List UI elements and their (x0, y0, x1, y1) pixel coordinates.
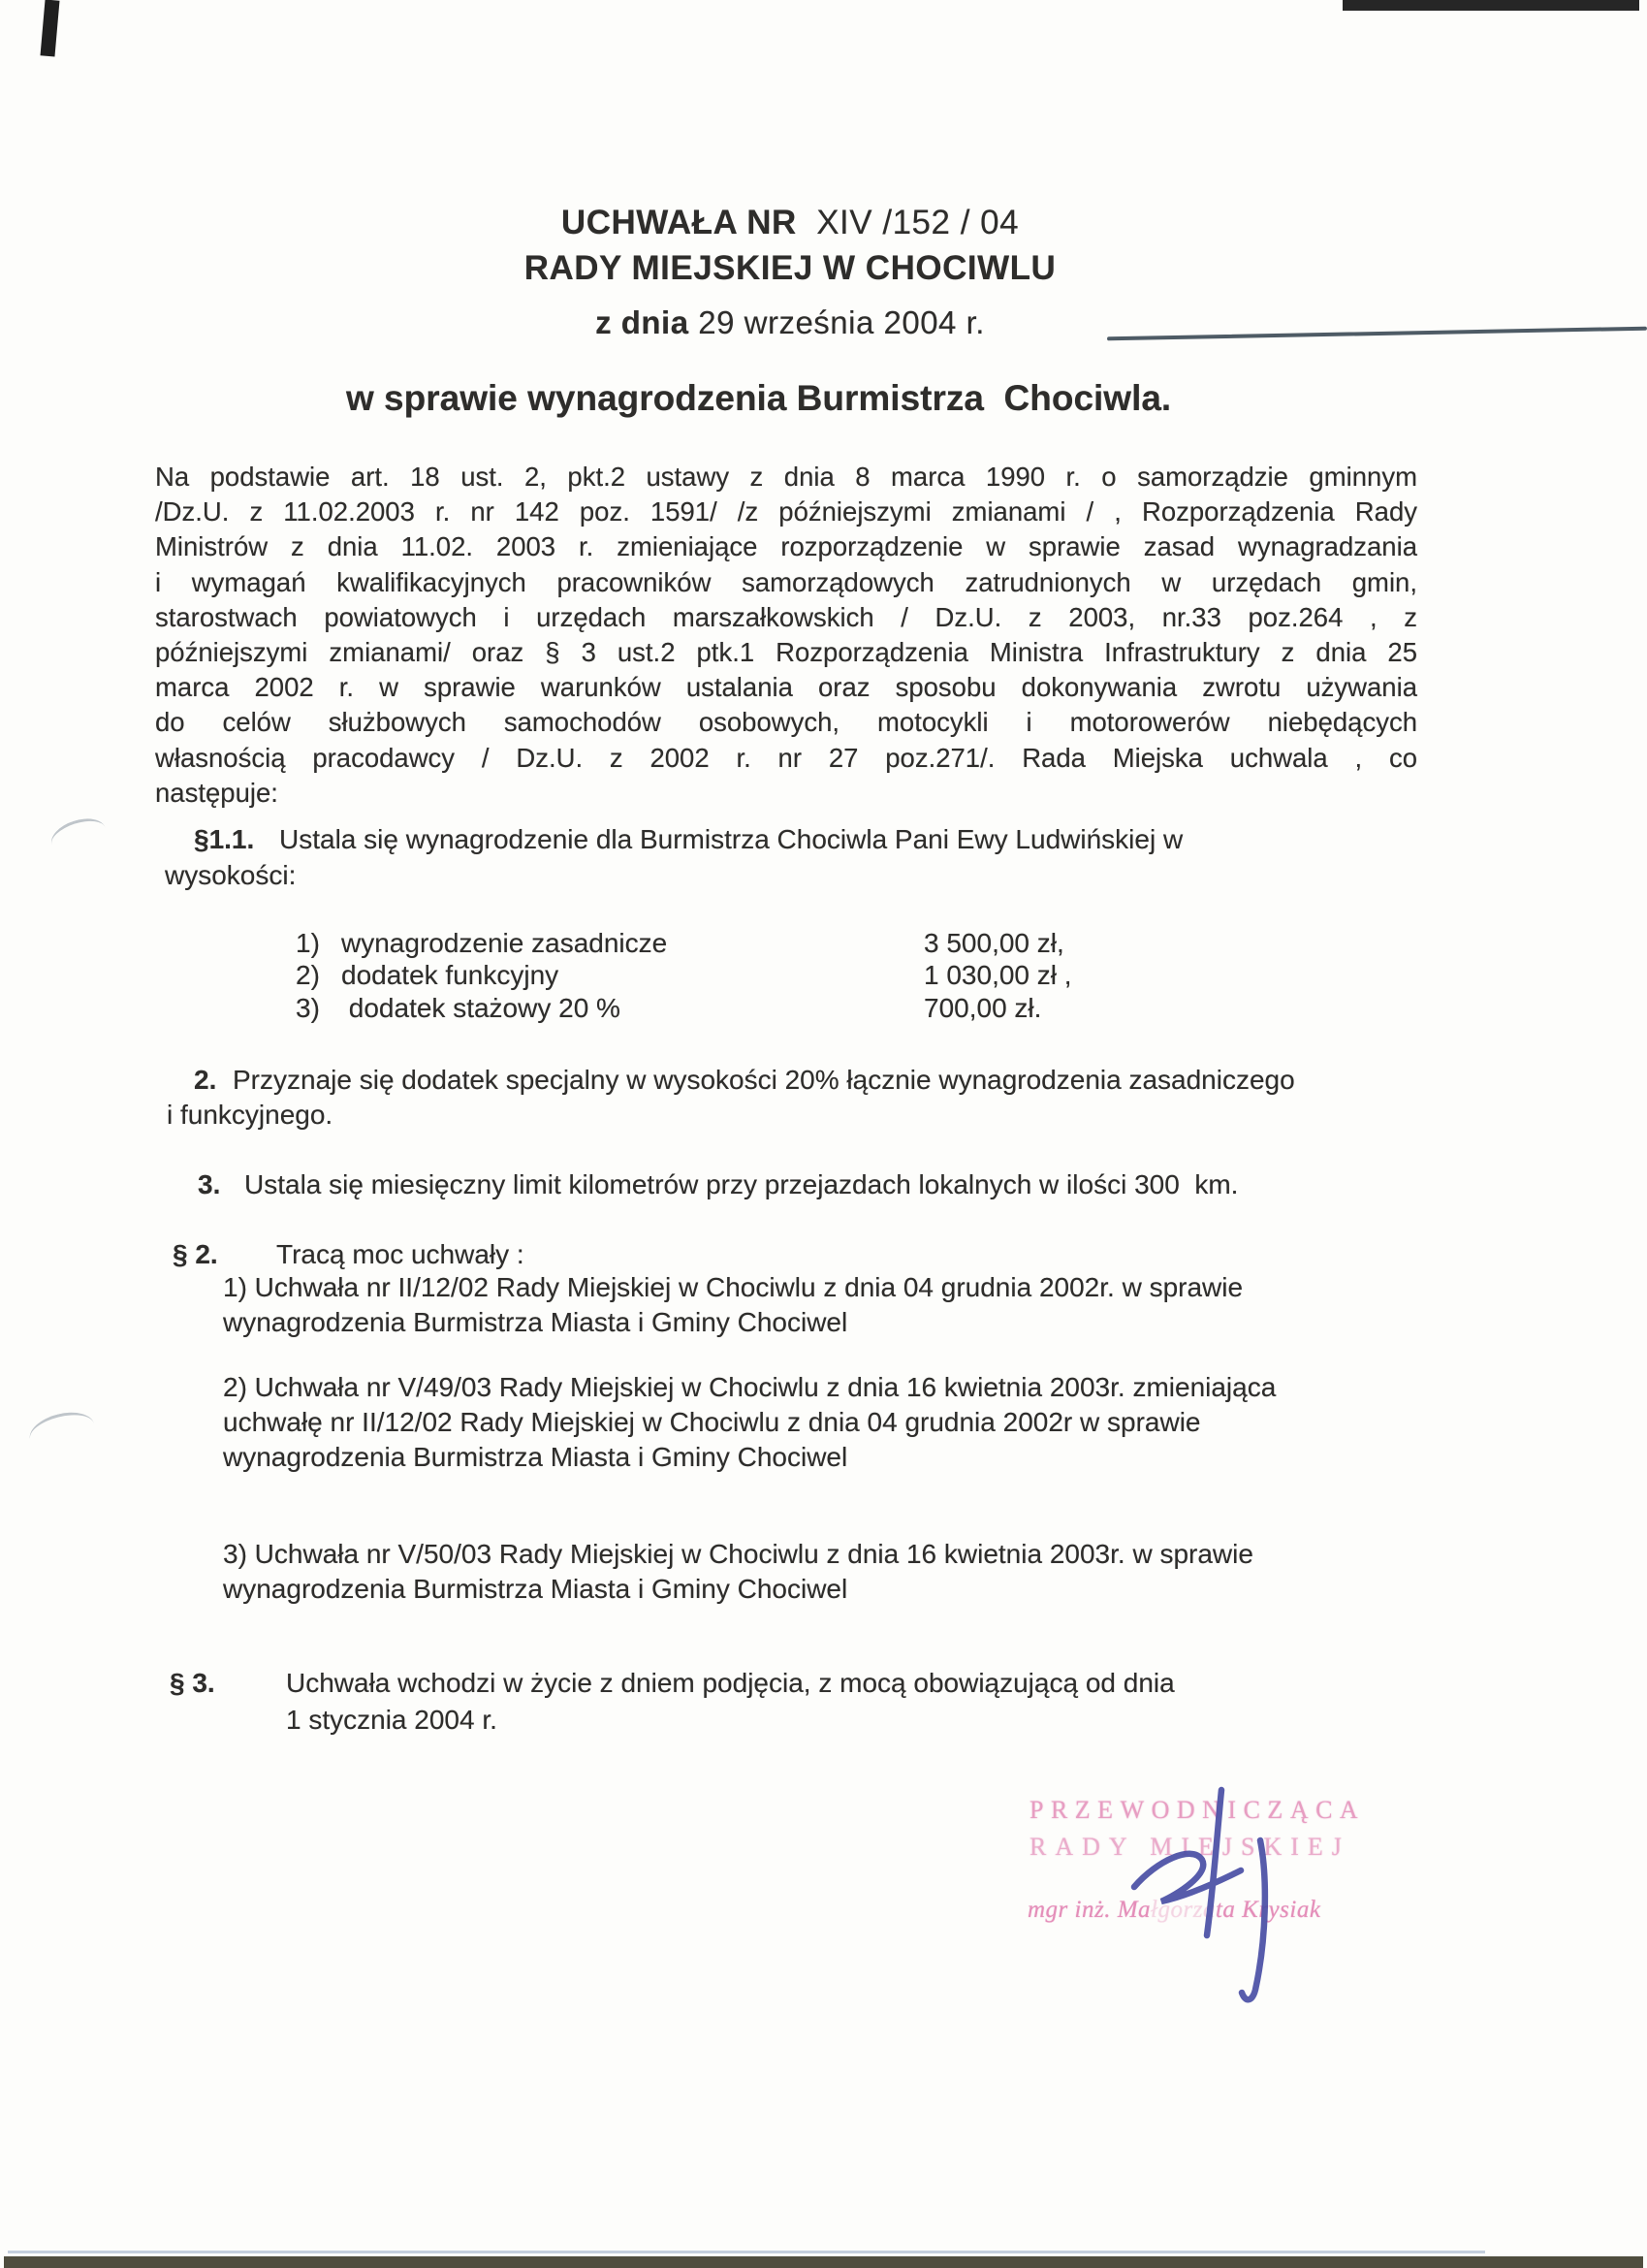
salary-item-label: dodatek funkcyjny (341, 960, 559, 990)
section2-item3-line: 3) Uchwała nr V/50/03 Rady Miejskiej w Chociwlu z dnia 16 kwietnia 2003r. w sprawie (223, 1539, 1253, 1569)
salary-item-number: 1) (296, 928, 320, 958)
subject-heading: w sprawie wynagrodzenia Burmistrza Chociwla. (346, 378, 1172, 418)
section2-item1-line: wynagrodzenia Burmistrza Miasta i Gminy Chociwel (223, 1307, 848, 1337)
preamble-line: własnością pracodawcy / Dz.U. z 2002 r. nr 27 poz.271/. Rada Miejska uchwala , co (155, 742, 1417, 773)
salary-item-label: wynagrodzenie zasadnicze (341, 928, 668, 958)
preamble-line: i wymagań kwalifikacyjnych pracowników samorządowych zatrudnionych w urzędach gmin, (155, 566, 1417, 597)
point2-number: 2. (194, 1065, 217, 1095)
section3-line-2: 1 stycznia 2004 r. (286, 1705, 497, 1735)
title-resolution-number: XIV /152 / 04 (796, 204, 1020, 241)
section2-item2-line: wynagrodzenia Burmistrza Miasta i Gminy Chociwel (223, 1442, 848, 1472)
scan-artifact-top-left-mark (41, 0, 60, 57)
title-date: 29 września 2004 r. (688, 304, 985, 340)
salary-item-value: 3 500,00 zł, (924, 928, 1064, 958)
section3-prefix: § 3. (170, 1668, 215, 1698)
salary-item-value: 1 030,00 zł , (924, 960, 1072, 990)
preamble-line: /Dz.U. z 11.02.2003 r. nr 142 poz. 1591/ /z późniejszymi zmianami / , Rozporządzenia Rady (155, 496, 1417, 527)
preamble-line: Ministrów z dnia 11.02. 2003 r. zmieniające rozporządzenie w sprawie zasad wynagradzania (155, 531, 1417, 562)
scan-artifact-bottom-thin-line (8, 2251, 1485, 2253)
preamble-line: do celów służbowych samochodów osobowych, motocykli i motorowerów niebędących (155, 707, 1417, 738)
signature-scribble (1113, 1778, 1336, 2011)
section1-text: Ustala się wynagrodzenie dla Burmistrza Chociwla Pani Ewy Ludwińskiej w (279, 824, 1184, 854)
stamp-council-line: RADY MIEJSKIEJ (1029, 1833, 1350, 1861)
salary-item-row (0, 927, 1647, 960)
preamble-line: marca 2002 r. w sprawie warunków ustalania oraz sposobu dokonywania zwrotu używania (155, 672, 1417, 703)
title-line-3 (0, 304, 1580, 341)
section2-item1-line: 1) Uchwała nr II/12/02 Rady Miejskiej w Chociwlu z dnia 04 grudnia 2002r. w sprawie (223, 1272, 1244, 1302)
section1-line-1 (194, 823, 1184, 856)
scan-artifact-pencil-arc-2 (26, 1406, 99, 1456)
salary-item-row (0, 992, 1647, 1025)
preamble-paragraph (155, 460, 1417, 811)
point3-text: Ustala się miesięczny limit kilometrów przy przejazdach lokalnych w ilości 300 km. (244, 1169, 1239, 1199)
scan-artifact-pencil-arc-1 (47, 813, 110, 860)
point3-line (198, 1168, 1239, 1201)
scan-artifact-bottom-band (4, 2256, 1643, 2268)
section2-item2-line: 2) Uchwała nr V/49/03 Rady Miejskiej w Chociwlu z dnia 16 kwietnia 2003r. zmieniająca (223, 1372, 1277, 1402)
section1-line-2: wysokości: (165, 860, 297, 890)
stamp-name-part1: mgr inż. Ma (1028, 1897, 1152, 1923)
section2-item2-line: uchwałę nr II/12/02 Rady Miejskiej w Chociwlu z dnia 04 grudnia 2002r w sprawie (223, 1407, 1201, 1437)
preamble-line: późniejszymi zmianami/ oraz § 3 ust.2 ptk.1 Rozporządzenia Ministra Infrastruktury z dnia 25 (155, 636, 1417, 667)
section3-line-1: Uchwała wchodzi w życie z dniem podjęcia, z mocą obowiązującą od dnia (286, 1668, 1175, 1698)
point3-number: 3. (198, 1169, 221, 1199)
salary-item-label: dodatek stażowy 20 % (341, 993, 620, 1023)
salary-item-row (0, 959, 1647, 992)
section2-heading: Tracą moc uchwały : (276, 1239, 524, 1269)
point2-line-2: i funkcyjnego. (167, 1100, 333, 1130)
preamble-line: Na podstawie art. 18 ust. 2, pkt.2 ustawy z dnia 8 marca 1990 r. o samorządzie gminnym (155, 462, 1417, 492)
stamp-title-line: PRZEWODNICZĄCA (1029, 1796, 1366, 1824)
title-resolution-number-label: UCHWAŁA NR (560, 204, 797, 241)
salary-item-value: 700,00 zł. (924, 993, 1042, 1023)
salary-item-number: 2) (296, 960, 320, 990)
section1-prefix: §1.1. (194, 824, 255, 854)
point2-text: Przyznaje się dodatek specjalny w wysokości 20% łącznie wynagrodzenia zasadniczego (233, 1065, 1295, 1095)
title-line-1 (0, 204, 1580, 242)
title-line-2: RADY MIEJSKIEJ W CHOCIWLU (523, 249, 1057, 287)
scan-artifact-top-right-bar (1343, 0, 1639, 11)
title-date-label: z dnia (595, 304, 689, 340)
point2-line-1 (194, 1064, 1295, 1097)
stamp-name-part3: ta Krysiak (1215, 1897, 1321, 1923)
preamble-line: następuje: (155, 777, 278, 808)
stamp-name-part2: łgorza (1151, 1897, 1216, 1923)
preamble-line: starostwach powiatowych i urzędach marszałkowskich / Dz.U. z 2003, nr.33 poz.264 , z (155, 601, 1417, 632)
section2-item3-line: wynagrodzenia Burmistrza Miasta i Gminy Chociwel (223, 1574, 848, 1604)
section2-prefix: § 2. (173, 1239, 218, 1269)
salary-item-number: 3) (296, 993, 320, 1023)
